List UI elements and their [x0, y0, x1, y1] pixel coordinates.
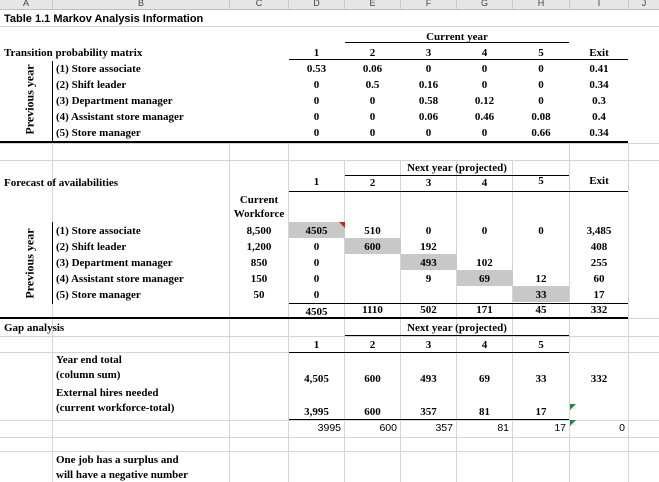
cell[interactable]: 17 [554, 422, 566, 434]
cell[interactable]: 0 [538, 95, 544, 107]
cell[interactable]: 0.41 [589, 63, 609, 75]
col-header: 4 [481, 47, 488, 59]
column-header-d[interactable]: D [289, 0, 345, 10]
workforce-cell[interactable]: 850 [250, 257, 268, 269]
col-header: 1 [313, 47, 320, 59]
cell[interactable]: 60 [593, 273, 605, 285]
workforce-cell[interactable]: 1,200 [246, 241, 272, 253]
row-label: (5) Store manager [56, 127, 141, 139]
cell[interactable]: 0 [481, 127, 488, 139]
cell[interactable]: 0 [425, 127, 432, 139]
workforce-cell[interactable]: 8,500 [246, 225, 272, 237]
gap-label: Gap analysis [4, 322, 65, 334]
total-cell[interactable]: 502 [420, 304, 437, 316]
cell[interactable]: 4,505 [304, 373, 329, 385]
cell[interactable]: 0 [538, 225, 544, 237]
cell[interactable]: 0 [619, 422, 625, 434]
year-end-label-1: Year end total [56, 354, 122, 366]
cell[interactable]: 33 [535, 373, 547, 385]
column-header-h[interactable]: H [513, 0, 570, 10]
cell[interactable]: 0 [425, 225, 432, 237]
cell[interactable]: 600 [364, 373, 381, 385]
col-header: 5 [538, 339, 544, 351]
transition-header-underline [345, 42, 569, 43]
transition-matrix-label: Transition probability matrix [4, 47, 143, 59]
workforce-cell[interactable]: 150 [250, 273, 268, 285]
note-line-1: One job has a surplus and [56, 454, 179, 466]
hires-label-1: External hires needed [56, 387, 159, 399]
total-cell[interactable]: 4505 [305, 306, 328, 318]
cell[interactable]: 408 [590, 241, 608, 253]
cell[interactable]: 0.06 [362, 63, 383, 75]
col-header: 2 [369, 339, 376, 351]
cell[interactable]: 0 [313, 79, 320, 91]
forecast-side-label: Previous year [22, 228, 37, 299]
col-header: 3 [425, 339, 432, 351]
cell[interactable]: 0 [425, 63, 432, 75]
note-line-2: will have a negative number [56, 469, 188, 481]
cell[interactable]: 0 [313, 127, 320, 139]
row-label: (4) Assistant store manager [56, 273, 184, 285]
col-header: 2 [369, 47, 376, 59]
cell[interactable]: 600 [364, 241, 381, 253]
cell[interactable]: 0.3 [592, 95, 606, 107]
error-indicator [570, 420, 576, 426]
cell[interactable]: 17 [535, 406, 547, 418]
sheet-title: Table 1.1 Markov Analysis Information [4, 13, 204, 25]
forecast-bracket [52, 222, 53, 304]
col-header: 1 [313, 176, 320, 188]
row-label: (2) Shift leader [56, 241, 127, 253]
cell[interactable]: 357 [420, 406, 437, 418]
cell[interactable]: 510 [364, 225, 381, 237]
cell[interactable]: 0.06 [418, 111, 439, 123]
cell[interactable]: 0.66 [531, 127, 551, 139]
row-label: (4) Assistant store manager [56, 111, 184, 123]
cell[interactable]: 81 [497, 422, 509, 434]
gap-header-rule [289, 352, 569, 353]
column-header-i[interactable]: I [570, 0, 629, 10]
total-cell[interactable]: 332 [590, 304, 608, 316]
col-header: 2 [369, 177, 376, 189]
col-header: 3 [425, 177, 432, 189]
column-header-g[interactable]: G [457, 0, 513, 10]
col-header: 3 [425, 47, 432, 59]
cell[interactable]: 0 [481, 63, 488, 75]
column-header-a[interactable]: A [0, 0, 53, 10]
cell[interactable]: 3,995 [304, 406, 329, 418]
column-header-f[interactable]: F [401, 0, 457, 10]
transition-bracket [52, 61, 53, 141]
cell[interactable]: 81 [479, 406, 490, 418]
year-end-label-2: (column sum) [56, 369, 121, 381]
cell[interactable]: 0.4 [592, 111, 606, 123]
total-cell[interactable]: 45 [535, 304, 547, 316]
cell[interactable]: 33 [535, 289, 547, 301]
transition-side-label: Previous year [22, 64, 37, 135]
cell[interactable]: 600 [364, 406, 381, 418]
row-label: (3) Department manager [56, 257, 173, 269]
cell[interactable]: 0 [538, 63, 544, 75]
cell[interactable]: 0 [369, 111, 376, 123]
cell[interactable]: 0.16 [418, 79, 439, 91]
total-cell[interactable]: 171 [476, 304, 493, 316]
cell[interactable]: 0.34 [589, 79, 609, 91]
cell[interactable]: 600 [379, 422, 397, 434]
gap-header-underline [345, 335, 569, 336]
column-header-b[interactable]: B [53, 0, 230, 10]
col-header: 1 [313, 339, 320, 351]
transition-header-rule [289, 59, 628, 60]
col-header: Exit [589, 175, 609, 187]
col-header: Exit [589, 47, 609, 59]
gap-next-year-header: Next year (projected) [407, 322, 507, 334]
cell[interactable]: 0 [313, 111, 320, 123]
hires-underline [289, 419, 569, 420]
forecast-header-rule [289, 191, 628, 192]
column-header-e[interactable]: E [345, 0, 401, 10]
column-header-c[interactable]: C [230, 0, 289, 10]
cell[interactable]: 69 [479, 373, 490, 385]
cell[interactable]: 3,485 [586, 225, 612, 237]
cell[interactable]: 0.46 [474, 111, 495, 123]
cell[interactable]: 9 [425, 273, 432, 285]
cell[interactable]: 0 [313, 289, 320, 301]
cell[interactable]: 493 [420, 373, 437, 385]
cell[interactable]: 0.58 [418, 95, 439, 107]
cell[interactable]: 0.5 [365, 79, 380, 91]
cell[interactable]: 0 [369, 95, 376, 107]
row-label: (5) Store manager [56, 289, 141, 301]
col-header: 4 [481, 339, 488, 351]
cell[interactable]: 17 [593, 289, 605, 301]
cell[interactable]: 3995 [317, 422, 341, 434]
col-header: 5 [538, 47, 544, 59]
cell[interactable]: 332 [590, 373, 608, 385]
cell[interactable]: 0 [481, 225, 488, 237]
workforce-header-1: Current [239, 194, 279, 206]
forecast-bottom-rule [0, 317, 628, 319]
cell[interactable]: 0.12 [474, 95, 495, 107]
cell[interactable]: 102 [476, 257, 493, 269]
row-label: (1) Store associate [56, 63, 141, 75]
cell[interactable]: 69 [479, 273, 490, 285]
workforce-header-2: Workforce [233, 208, 285, 220]
cell[interactable]: 0 [538, 79, 544, 91]
col-header: 4 [481, 177, 488, 189]
row-label: (2) Shift leader [56, 79, 127, 91]
cell[interactable]: 12 [535, 273, 547, 285]
row-label: (1) Store associate [56, 225, 141, 237]
col-header: 5 [538, 175, 544, 187]
cell[interactable]: 0 [313, 95, 320, 107]
error-indicator [570, 404, 576, 410]
column-header-j[interactable]: J [629, 0, 659, 10]
cell[interactable]: 0 [369, 127, 376, 139]
cell[interactable]: 0.08 [531, 111, 551, 123]
cell[interactable]: 0 [313, 241, 320, 253]
next-year-header: Next year (projected) [407, 162, 507, 174]
cell[interactable]: 0.34 [589, 127, 609, 139]
cell[interactable]: 4505 [305, 225, 328, 237]
cell[interactable]: 493 [420, 257, 437, 269]
cell[interactable]: 0.53 [306, 63, 327, 75]
cell[interactable]: 192 [420, 241, 437, 253]
cell[interactable]: 0 [481, 79, 488, 91]
hires-label-2: (current workforce-total) [56, 402, 175, 414]
transition-bottom-rule [0, 141, 628, 143]
cell[interactable]: 0 [313, 257, 320, 269]
row-label: (3) Department manager [56, 95, 173, 107]
cell[interactable]: 357 [435, 422, 453, 434]
total-cell[interactable]: 1110 [362, 304, 383, 316]
cell[interactable]: 255 [590, 257, 608, 269]
current-year-header: Current year [426, 31, 488, 43]
workforce-cell[interactable]: 50 [253, 289, 265, 301]
forecast-label: Forecast of availabilities [4, 177, 119, 189]
cell[interactable]: 0 [313, 273, 320, 285]
